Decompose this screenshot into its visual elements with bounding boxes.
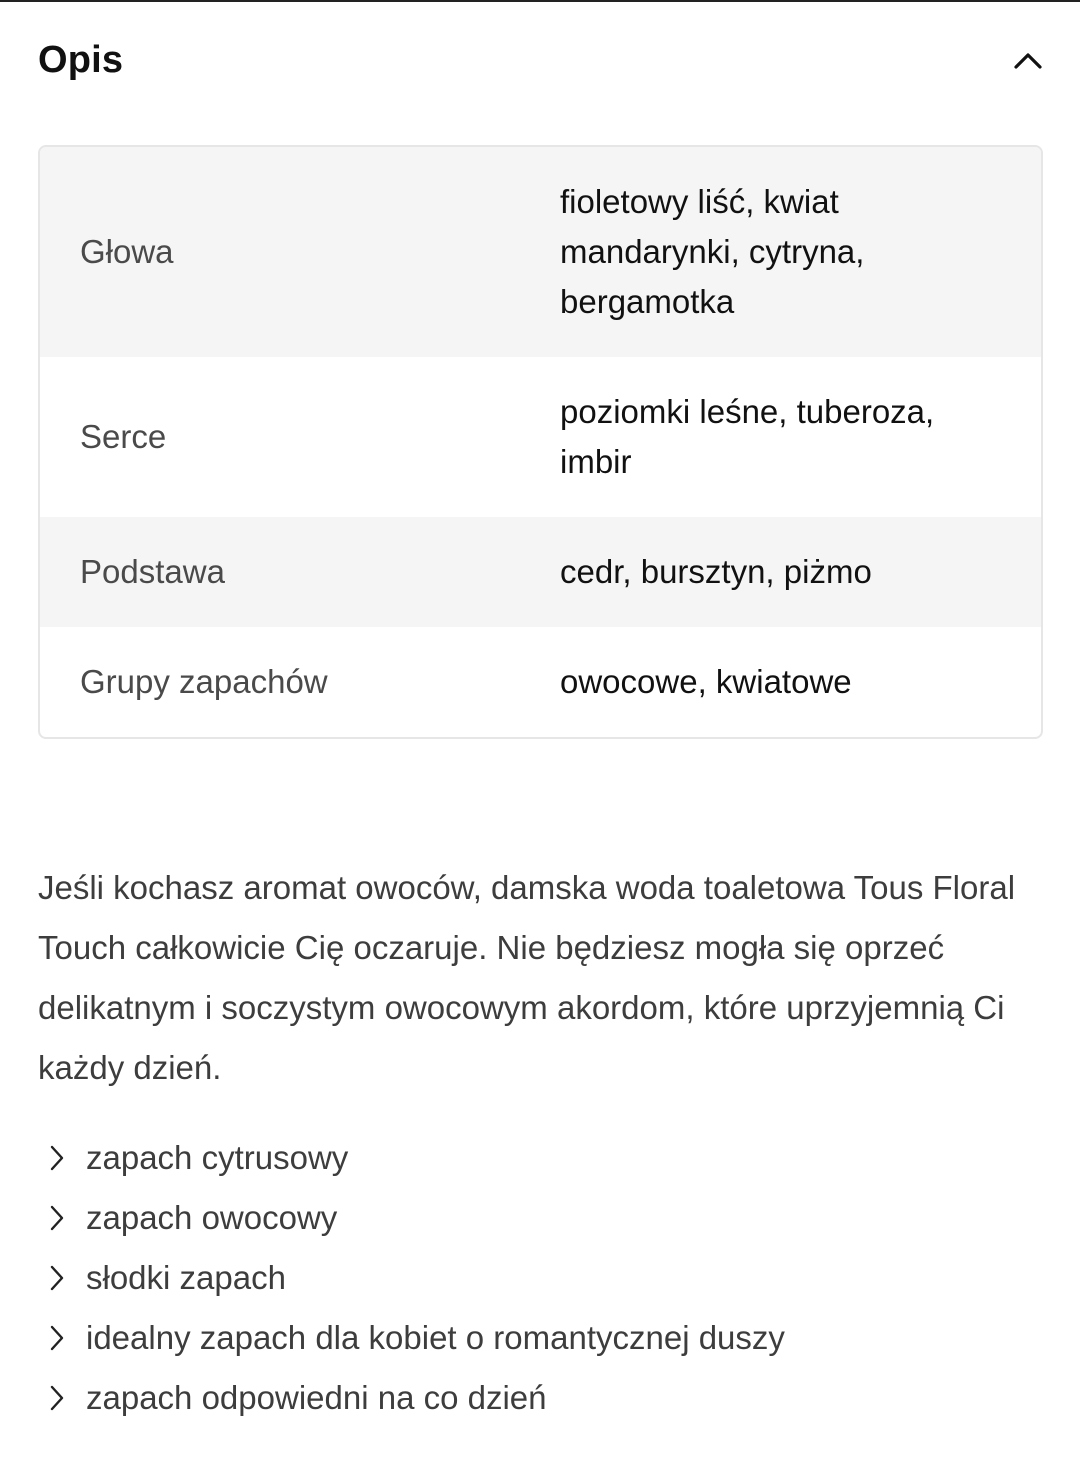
table-row-head-notes (40, 147, 1041, 357)
chevron-right-icon (38, 1248, 86, 1308)
chevron-right-icon (38, 1308, 86, 1368)
list-item (38, 1248, 1038, 1308)
chevron-up-icon (1013, 50, 1043, 70)
section-title: Opis (38, 38, 124, 81)
feature-text: słodki zapach (86, 1259, 286, 1296)
table-row-heart-notes (40, 357, 1041, 517)
table-row-base-notes (40, 517, 1041, 627)
chevron-right-icon (38, 1128, 86, 1188)
feature-list (38, 1128, 1038, 1428)
feature-text: zapach owocowy (86, 1199, 338, 1236)
list-item (38, 1128, 1038, 1188)
list-item (38, 1188, 1038, 1248)
collapse-button[interactable] (1006, 38, 1050, 82)
row-label: Serce (80, 418, 167, 455)
table-row-fragrance-groups (40, 627, 1041, 737)
row-label: Głowa (80, 233, 174, 270)
chevron-right-icon (38, 1368, 86, 1428)
chevron-right-icon (38, 1188, 86, 1248)
row-value: poziomki leśne, tuberoza, imbir (560, 393, 935, 480)
feature-text: idealny zapach dla kobiet o romantycznej duszy (86, 1319, 785, 1356)
top-divider (0, 0, 1080, 2)
row-value: owocowe, kwiatowe (560, 663, 852, 700)
row-value: fioletowy liść, kwiat mandarynki, cytryna, bergamotka (560, 183, 865, 320)
description-section-header[interactable] (38, 30, 1042, 90)
row-label: Podstawa (80, 553, 225, 590)
fragrance-notes-table (38, 145, 1043, 739)
row-label: Grupy zapachów (80, 663, 328, 700)
row-value: cedr, bursztyn, piżmo (560, 553, 872, 590)
feature-text: zapach odpowiedni na co dzień (86, 1379, 547, 1416)
product-description: Jeśli kochasz aromat owoców, damska woda toaletowa Tous Floral Touch całkowicie Cię oczaruje. Nie będziesz mogła się oprzeć delikatnym i soczystym owocowym akordom, które uprzyjemnią Ci każdy dzień. (38, 869, 1016, 1086)
list-item (38, 1308, 1038, 1368)
feature-text: zapach cytrusowy (86, 1139, 349, 1176)
list-item (38, 1368, 1038, 1428)
